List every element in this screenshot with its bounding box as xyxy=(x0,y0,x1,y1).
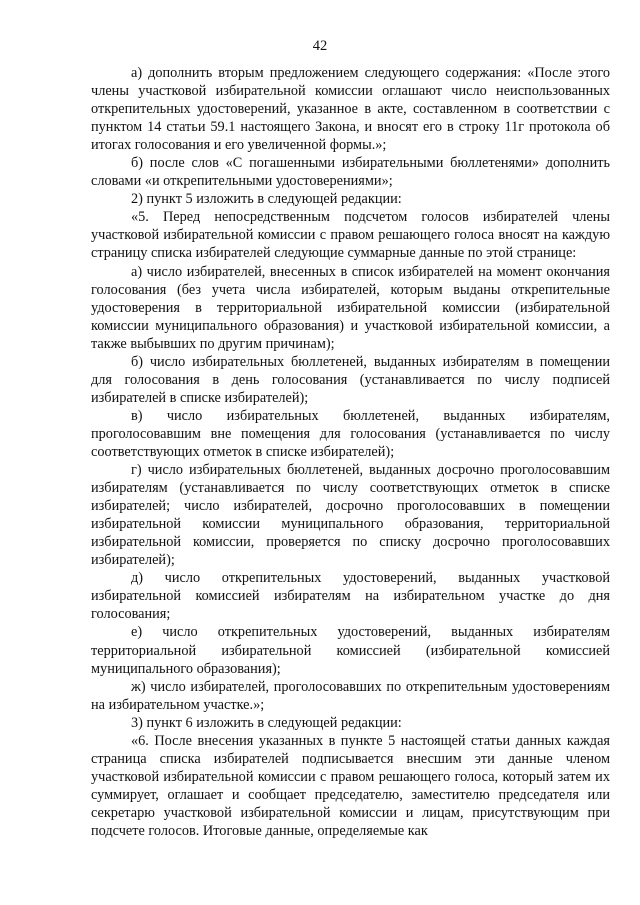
paragraph-item-2: 2) пункт 5 изложить в следующей редакции: xyxy=(131,191,402,208)
paragraph-clause-6: «6. После внесения указанных в пункте 5 настоящей статьи данных каждая страница списка избирателей подписывается внесшим эти данные членом участковой избирательной комиссии с правом решающего голоса, который затем их суммирует, оглашает и сообщает председателю, заместителю председателя или секретарю участковой избирательной комиссии и лицам, присутствующим при подсчете голосов. Итоговые данные, определяемые как xyxy=(91,732,610,839)
document-body xyxy=(91,64,610,840)
paragraph-clause-5: «5. Перед непосредственным подсчетом голосов избирателей члены участковой избирательной комиссии с правом решающего голоса вносят на каждую страницу списка избирателей следующие суммарные данные по этой странице: xyxy=(91,209,610,262)
paragraph-clause-5-b: б) число избирательных бюллетеней, выданных избирателям в помещении для голосования в день голосования (устанавливается по числу подписей избирателей в списке избирателей); xyxy=(91,353,610,406)
paragraph-clause-5-e: е) число открепительных удостоверений, выданных избирателям территориальной избирательной комиссией (избирательной комиссией муниципального образования); xyxy=(91,624,610,677)
paragraph-clause-5-v: в) число избирательных бюллетеней, выданных избирателям, проголосовавшим вне помещения для голосования (устанавливается по числу соответствующих отметок в списке избирателей); xyxy=(91,407,610,460)
page-number: 42 xyxy=(312,38,328,54)
paragraph-amendment-b: б) после слов «С погашенными избирательными бюллетенями» дополнить словами «и открепительными удостоверениями»; xyxy=(91,155,610,190)
paragraph-clause-5-zh: ж) число избирателей, проголосовавших по открепительным удостоверениям на избирательном участке.»; xyxy=(91,678,610,713)
paragraph-clause-5-g: г) число избирательных бюллетеней, выданных досрочно проголосовавшим избирателям (устанавливается по числу соответствующих отметок в списке избирателей; число избирателей, досрочно проголосовавших в помещении избирательной комиссии муниципального образования, территориальной избирательной комиссии, проверяется по списку досрочно проголосовавших избирателей); xyxy=(91,462,610,569)
paragraph-amendment-a: а) дополнить вторым предложением следующего содержания: «После этого члены участковой избирательной комиссии оглашают число неиспользованных открепительных удостоверений, указанное в акте, составленном в соответствии с пунктом 14 статьи 59.1 настоящего Закона, и вносят его в строку 11г протокола об итогах голосования и его увеличенной формы.»; xyxy=(91,65,610,154)
paragraph-item-3: 3) пункт 6 изложить в следующей редакции: xyxy=(131,714,402,731)
paragraph-clause-5-a: а) число избирателей, внесенных в список избирателей на момент окончания голосования (без учета числа избирателей, которым выданы открепительные удостоверения в территориальной избирательной комиссии (избирательной комиссии муниципального образования) и участковой избирательной комиссии, а также выбывших по другим причинам); xyxy=(91,263,610,352)
paragraph-clause-5-d: д) число открепительных удостоверений, выданных участковой избирательной комиссией избирателям на избирательном участке до дня голосования; xyxy=(91,570,610,623)
